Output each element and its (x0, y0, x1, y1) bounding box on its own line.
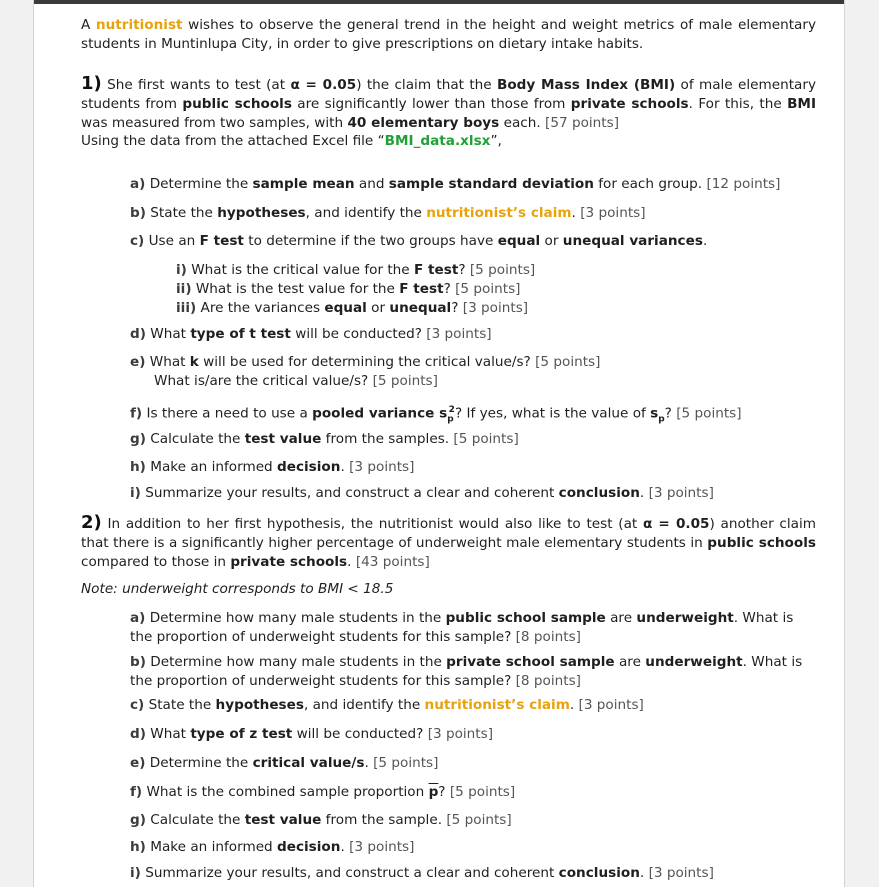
item-text: ? (451, 299, 463, 316)
item-points: [3 points] (426, 326, 492, 342)
item-text: , and identify the (303, 697, 425, 713)
q2-text: In addition to her first hypothesis, the nutritionist would also like to test (at (101, 516, 643, 532)
item-bold: type of z test (190, 726, 293, 742)
q1-text: each. (499, 114, 546, 131)
intro-paragraph (81, 16, 816, 54)
item-text: ? (458, 262, 470, 278)
underweight-note: Note: underweight corresponds to BMI < 18.5 (81, 581, 394, 597)
item-points: [3 points] (648, 865, 714, 881)
item-text: , and identify the (305, 205, 427, 221)
claim-highlight: nutritionist’s claim (426, 205, 572, 221)
subscript: p (658, 414, 665, 425)
item-text: ? (664, 405, 677, 422)
q1-text: She first wants to test (at (101, 77, 291, 93)
question-2-number: 2) (81, 512, 102, 533)
item-bold: decision (277, 459, 341, 475)
item-text: Make an informed (145, 459, 278, 475)
item-text: or (366, 299, 390, 316)
item-label: i) (176, 262, 187, 278)
q1-file-text: Using the data from the attached Excel file “ (81, 133, 385, 150)
q1-file-text: ”, (490, 133, 502, 150)
item-text: Summarize your results, and construct a clear and coherent (140, 865, 559, 881)
item-points: [3 points] (349, 459, 415, 475)
item-bold: public school sample (445, 610, 606, 626)
item-text: ? (438, 784, 450, 800)
item-label: a) (130, 176, 146, 192)
item-bold: conclusion (558, 485, 640, 501)
item-label: e) (130, 354, 146, 370)
item-text: . What is the proportion of underweight students for this sample? (130, 654, 803, 689)
superscript: 2 (448, 405, 455, 415)
item-label: f) (130, 405, 143, 422)
item-bold: F test (199, 233, 244, 249)
item-label: c) (130, 697, 145, 713)
item-label: ii) (176, 280, 192, 297)
item-label: g) (130, 812, 146, 828)
subscript: p (447, 414, 454, 425)
item-text: What (145, 726, 191, 742)
item-points: [5 points] (455, 280, 521, 297)
item-text: will be used for determining the critical value/s? (198, 354, 536, 370)
item-text: from the sample. (321, 812, 447, 828)
item-points: [5 points] (373, 755, 439, 771)
item-bold: unequal variances (562, 233, 703, 249)
q1-item-e (130, 353, 816, 391)
q1-public-schools: public schools (182, 95, 292, 112)
item-label: h) (130, 839, 146, 855)
item-points: [8 points] (515, 628, 581, 645)
item-text: What is the critical value for the (186, 262, 414, 278)
item-bold: decision (277, 839, 341, 855)
item-text: Calculate the (145, 812, 245, 828)
q2-item-c (130, 696, 816, 715)
item-text: are (605, 610, 637, 626)
item-label: d) (130, 726, 146, 742)
item-text: Determine how many male students in the (145, 610, 446, 626)
item-text: . (340, 459, 350, 475)
item-points: [3 points] (648, 485, 714, 501)
q1-bmi-term: Body Mass Index (BMI) (496, 77, 676, 93)
document-page (34, 0, 844, 887)
p-bar-symbol: $\overline{p}$ (428, 784, 439, 800)
item-label: d) (130, 326, 146, 342)
item-points: [3 points] (580, 205, 646, 221)
item-bold: test value (244, 431, 322, 447)
item-bold: pooled variance s (312, 405, 448, 422)
q2-item-g (130, 811, 816, 830)
q2-item-a (130, 609, 816, 647)
item-text: State the (145, 205, 218, 221)
item-points: [12 points] (706, 176, 781, 192)
item-text: Determine how many male students in the (145, 654, 447, 670)
item-text: to determine if the two groups have (243, 233, 498, 249)
item-bold: s (650, 405, 659, 422)
item-bold: type of t test (190, 326, 291, 342)
q2-item-b (130, 653, 816, 691)
item-text: ? If yes, what is the value of (454, 405, 651, 422)
q1-item-b (130, 204, 816, 223)
q1-item-h (130, 458, 816, 477)
item-bold: hypotheses (215, 697, 304, 713)
item-text: What (145, 354, 190, 370)
item-text: are (614, 654, 646, 670)
item-text: Are the variances (196, 299, 325, 316)
q2-alpha: α = 0.05 (642, 516, 710, 532)
item-text: Use an (144, 233, 200, 249)
item-bold: conclusion (558, 865, 640, 881)
q2-text: . (347, 553, 356, 570)
item-text: What is the test value for the (191, 280, 400, 297)
item-points: [5 points] (676, 405, 742, 422)
item-text: for each group. (593, 176, 707, 192)
item-bold: critical value/s (252, 755, 365, 771)
item-text: . (571, 205, 581, 221)
item-points: [3 points] (349, 839, 415, 855)
nutritionist-highlight: nutritionist (95, 17, 183, 33)
item-text: Make an informed (145, 839, 278, 855)
item-bold: sample mean (252, 176, 355, 192)
item-text: and (354, 176, 389, 192)
item-label: i) (130, 485, 141, 501)
q2-public-schools: public schools (707, 534, 816, 551)
q2-text: ) another claim that there is a significantly higher percentage of underweight male elementary students in (81, 516, 816, 551)
q1-text: are significantly lower than those from (291, 95, 571, 112)
q1-private-schools: private schools (570, 95, 689, 112)
item-text: What is the combined sample proportion (142, 784, 429, 800)
q1-text: ) the claim that the (356, 77, 497, 93)
item-text: . What is the proportion of underweight students for this sample? (130, 610, 794, 645)
item-text: . (364, 755, 374, 771)
q1-points: [57 points] (545, 114, 619, 131)
item-text: . (639, 485, 649, 501)
item-points: [8 points] (515, 672, 581, 689)
item-bold: F test (414, 262, 459, 278)
intro-text-2: wishes to observe the general trend in the height and weight metrics of male elementary students in Muntinlupa City, in order to give prescriptions on dietary intake habits. (81, 17, 816, 52)
item-text: What (145, 326, 191, 342)
claim-highlight: nutritionist’s claim (424, 697, 570, 713)
q1-item-a (130, 175, 816, 194)
q1-sample-size: 40 elementary boys (347, 114, 500, 131)
q1-text: . For this, the (688, 95, 788, 112)
item-points: [5 points] (446, 812, 512, 828)
q2-item-i (130, 864, 816, 883)
item-points: [3 points] (427, 726, 494, 742)
item-text: . (340, 839, 350, 855)
item-points: [5 points] (372, 372, 438, 389)
item-points: [5 points] (449, 784, 516, 800)
item-bold: equal (497, 233, 541, 249)
item-label: a) (130, 610, 146, 626)
q1-bmi: BMI (787, 95, 817, 112)
q2-text: compared to those in (81, 553, 231, 570)
excel-file-name: BMI_data.xlsx (384, 133, 491, 150)
item-bold: equal (324, 299, 367, 316)
q1-item-g (130, 430, 816, 449)
q2-item-f (130, 783, 816, 802)
question-1-number: 1) (81, 73, 102, 94)
q2-private-schools: private schools (230, 553, 348, 570)
item-label: e) (130, 755, 146, 771)
question-1 (81, 75, 816, 151)
item-text: . (639, 865, 649, 881)
item-points: [5 points] (453, 431, 519, 447)
item-points: [5 points] (535, 354, 601, 370)
q1-item-i (130, 484, 816, 503)
q2-item-d (130, 725, 816, 744)
item-text: ? (443, 280, 456, 297)
item-bold: k (189, 354, 199, 370)
question-2 (81, 514, 816, 571)
item-bold: unequal (389, 299, 452, 316)
item-bold: hypotheses (217, 205, 306, 221)
item-text: Determine the (145, 755, 253, 771)
item-bold: sample standard deviation (388, 176, 594, 192)
q1-alpha: α = 0.05 (290, 77, 357, 93)
item-label: f) (130, 784, 143, 800)
item-label: h) (130, 459, 146, 475)
q1-item-c (130, 232, 816, 251)
item-bold: underweight (645, 654, 743, 670)
intro-text: A (81, 17, 96, 33)
q1-text: of male elementary students from (81, 77, 817, 112)
q2-item-e (130, 754, 816, 773)
item-points: [5 points] (469, 262, 536, 278)
item-label: c) (130, 233, 145, 249)
q2-points: [43 points] (355, 553, 430, 570)
item-text: Calculate the (145, 431, 245, 447)
item-points: [3 points] (462, 299, 529, 316)
item-bold: underweight (636, 610, 734, 626)
q1-text: was measured from two samples, with (81, 114, 348, 131)
item-points: [3 points] (578, 697, 644, 713)
item-text: Is there a need to use a (142, 405, 313, 422)
q1-item-f (130, 401, 816, 429)
item-bold: private school sample (446, 654, 615, 670)
item-text: Summarize your results, and construct a clear and coherent (140, 485, 559, 501)
item-text: . (569, 697, 579, 713)
item-label: i) (130, 865, 141, 881)
item-text: will be conducted? (292, 726, 428, 742)
item-bold: F test (399, 280, 444, 297)
item-text: will be conducted? (290, 326, 427, 342)
item-text: or (540, 233, 563, 249)
item-text: What is/are the critical value/s? (154, 372, 373, 389)
item-text: Determine the (145, 176, 253, 192)
item-label: b) (130, 205, 146, 221)
item-text: . (702, 233, 708, 249)
item-text: State the (144, 697, 216, 713)
item-label: b) (130, 654, 146, 670)
item-text: from the samples. (321, 431, 454, 447)
q2-item-h (130, 838, 816, 857)
item-bold: test value (244, 812, 322, 828)
q1-item-c-i (176, 261, 816, 317)
item-label: g) (130, 431, 146, 447)
item-label: iii) (176, 299, 197, 316)
q1-item-d (130, 325, 816, 344)
